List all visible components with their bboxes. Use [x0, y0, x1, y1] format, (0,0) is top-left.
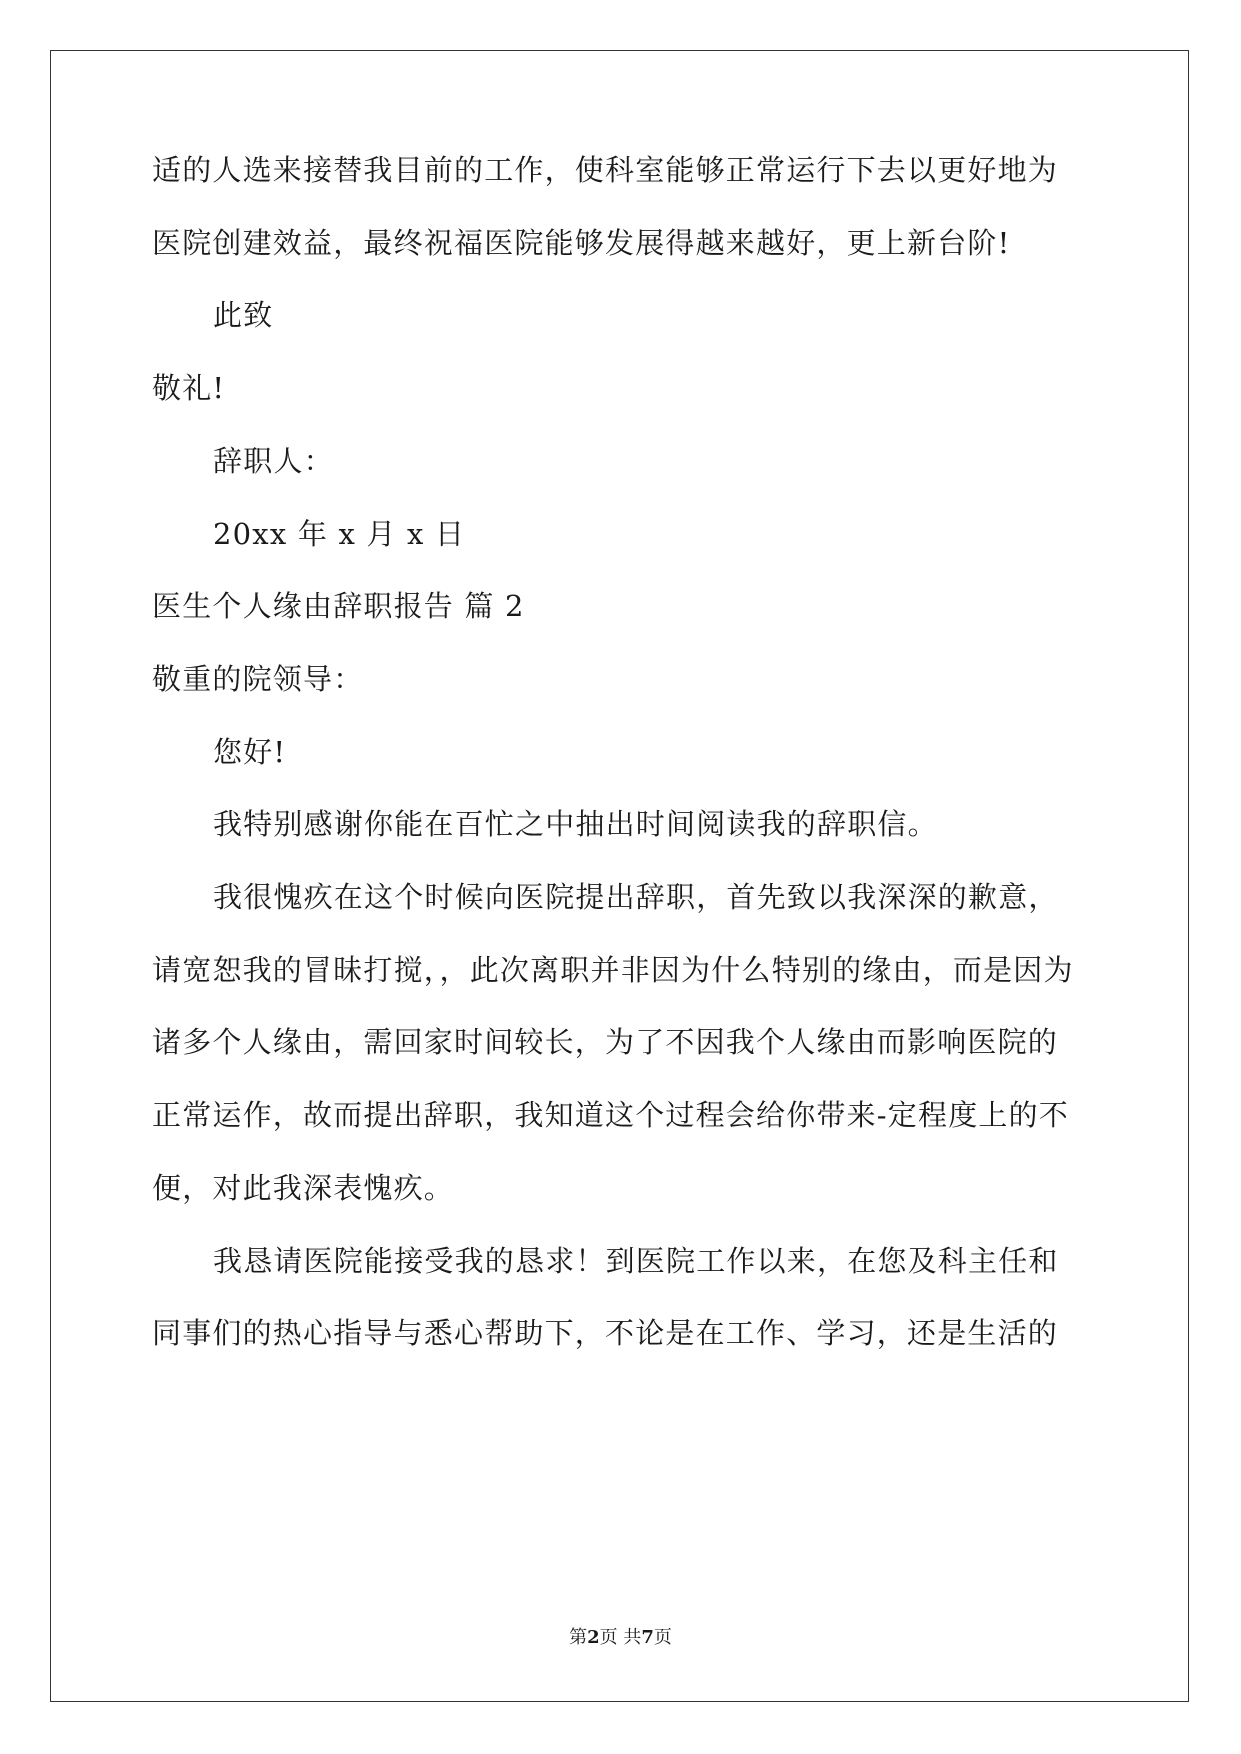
footer-prefix: 第 — [569, 1627, 588, 1648]
footer-page-number: 2 — [587, 1627, 600, 1648]
text-line: 我很愧疚在这个时候向医院提出辞职，首先致以我深深的歉意， — [213, 880, 1059, 914]
text-line: 辞职人： — [213, 443, 334, 478]
page-footer — [0, 1626, 1241, 1650]
text-line: 请宽恕我的冒昧打搅，，此次离职并非因为什么特别的缘由，而是因为 — [152, 952, 1074, 987]
text-line: 我特别感谢你能在百忙之中抽出时间阅读我的辞职信。 — [213, 807, 938, 842]
text-line: 同事们的热心指导与悉心帮助下，不论是在工作、学习，还是生活的 — [152, 1316, 1059, 1351]
text-line: 医院创建效益，最终祝福医院能够发展得越来越好，更上新台阶! — [152, 225, 1011, 260]
text-line: 您好! — [213, 734, 287, 769]
text-line: 适的人选来接替我目前的工作，使科室能够正常运行下去以更好地为 — [152, 153, 1059, 187]
text-line: 敬礼! — [152, 371, 226, 406]
text-line: 诸多个人缘由，需回家时间较长，为了不因我个人缘由而影响医院的 — [152, 1025, 1059, 1060]
footer-total-pages: 7 — [641, 1627, 654, 1648]
text-line: 医生个人缘由辞职报告 篇 2 — [152, 589, 525, 624]
footer-middle: 页 共 — [599, 1627, 642, 1648]
footer-suffix: 页 — [653, 1627, 672, 1648]
text-line: 正常运作，故而提出辞职，我知道这个过程会给你带来-定程度上的不 — [152, 1098, 1070, 1133]
text-line: 我恳请医院能接受我的恳求！到医院工作以来，在您及科主任和 — [213, 1243, 1059, 1278]
text-line: 此致 — [213, 298, 274, 333]
text-line: 便，对此我深表愧疚。 — [152, 1170, 455, 1205]
text-line: 敬重的院领导： — [152, 661, 364, 696]
text-line: 20xx 年 x 月 x 日 — [213, 516, 466, 551]
